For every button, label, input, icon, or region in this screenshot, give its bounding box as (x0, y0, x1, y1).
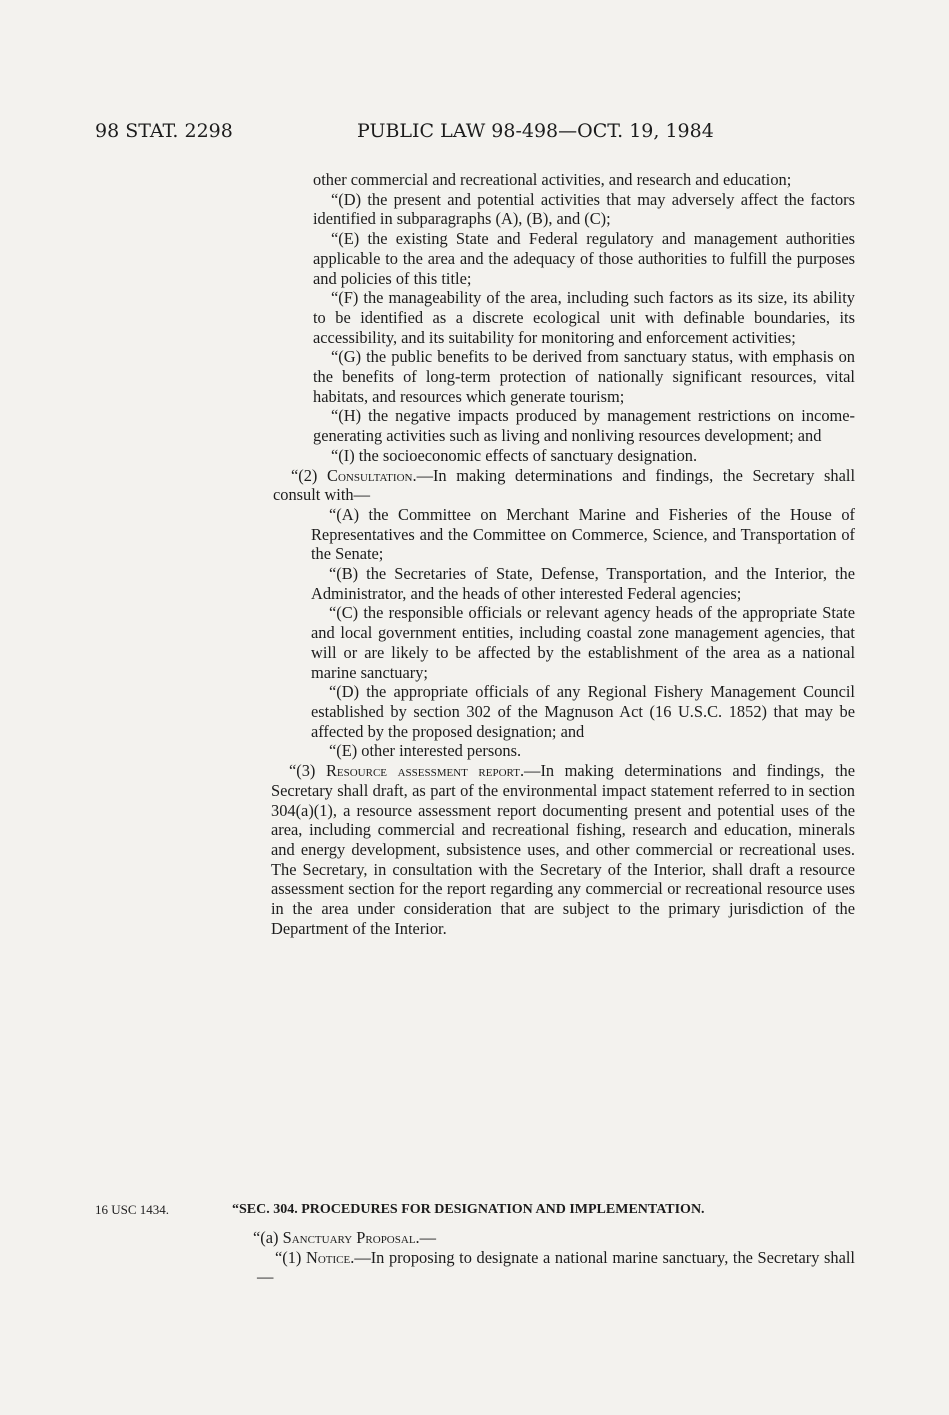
page-header (95, 120, 855, 150)
paragraph-continuation: other commercial and recreational activities, and research and education; (313, 170, 792, 189)
paragraph-a-1-caption: Notice. (306, 1247, 355, 1267)
paragraph-3-caption: Resource assessment report. (325, 761, 525, 781)
paragraph-2-consultation (273, 466, 855, 505)
paragraph-h: “(H) the negative impacts produced by management restrictions on income-generating activities such as living and nonliving resources development; and (313, 406, 855, 446)
subsection-a-heading (253, 1228, 855, 1248)
paragraph-2-text: —In making determinations and findings, the Secretary shall consult with— (273, 465, 855, 505)
paragraph-3-resource-assessment (271, 761, 855, 938)
section-304-body (0, 1228, 949, 1287)
subsection-a-prefix: “(a) (253, 1228, 283, 1247)
paragraph-3-text: —In making determinations and findings, the Secretary shall draft, as part of the environmental impact statement referred to in section 304(a)(1), a resource assessment report documenting present and potential uses of the area, including commercial and recreational fishing, research and education, minerals and energy development, subsistence uses, and other commercial or recreational uses. The Secretary, in consultation with the Secretary of the Interior, shall draft a resource assessment section for the report regarding any commercial or recreational resource uses in the area under consideration that are subject to the primary jurisdiction of the Department of the Interior. (271, 761, 855, 938)
paragraph-2-c: “(C) the responsible officials or relevant agency heads of the appropriate State and local government entities, including coastal zone management agencies, that will or are likely to be affected by the establishment of the area as a national marine sanctuary; (311, 603, 855, 682)
paragraph-f: “(F) the manageability of the area, including such factors as its size, its ability to be identified as a discrete ecological unit with definable boundaries, its accessibility, and its suitability for monitoring and enforcement activities; (313, 288, 855, 347)
subsection-a-caption: Sanctuary Proposal. (282, 1228, 420, 1247)
paragraph-2-a: “(A) the Committee on Merchant Marine and Fisheries of the House of Representatives and the Committee on Commerce, Science, and Transportation of the Senate; (311, 504, 855, 564)
paragraph-d: “(D) the present and potential activities that may adversely affect the factors identified in subparagraphs (A), (B), and (C); (313, 189, 855, 229)
paragraph-a-1-notice (257, 1248, 855, 1287)
paragraph-2-d: “(D) the appropriate officials of any Regional Fishery Management Council established by section 302 of the Magnuson Act (16 U.S.C. 1852) that may be affected by the proposed designation; and (311, 682, 855, 741)
paragraph-a-1-text: —In proposing to designate a national marine sanctuary, the Secretary shall— (257, 1247, 855, 1287)
body-text (0, 170, 949, 938)
subsection-a-suffix: — (419, 1228, 437, 1247)
paragraph-i: “(I) the socioeconomic effects of sanctuary designation. (331, 445, 698, 465)
paragraph-a-1-prefix: “(1) (275, 1247, 306, 1267)
stat-citation: 98 STAT. 2298 (95, 120, 233, 142)
margin-citation: 16 USC 1434. (95, 1202, 170, 1217)
paragraph-2-caption: Consultation. (327, 465, 417, 485)
paragraph-2-b: “(B) the Secretaries of State, Defense, Transportation, and the Interior, the Administrator, and the heads of other interested Federal agencies; (311, 564, 855, 603)
paragraph-3-prefix: “(3) (289, 761, 326, 781)
law-title: PUBLIC LAW 98-498—OCT. 19, 1984 (357, 120, 714, 142)
paragraph-2-prefix: “(2) (291, 465, 328, 485)
paragraph-g: “(G) the public benefits to be derived from sanctuary status, with emphasis on the benefits of long-term protection of nationally significant resources, vital habitats, and resources which generate tourism; (313, 347, 855, 406)
paragraph-2-e: “(E) other interested persons. (329, 741, 522, 761)
section-heading: “SEC. 304. PROCEDURES FOR DESIGNATION AND IMPLEMENTATION. (232, 1202, 705, 1217)
paragraph-e: “(E) the existing State and Federal regulatory and management authorities applicable to the area and the adequacy of those authorities to fulfill the purposes and policies of this title; (313, 229, 855, 288)
